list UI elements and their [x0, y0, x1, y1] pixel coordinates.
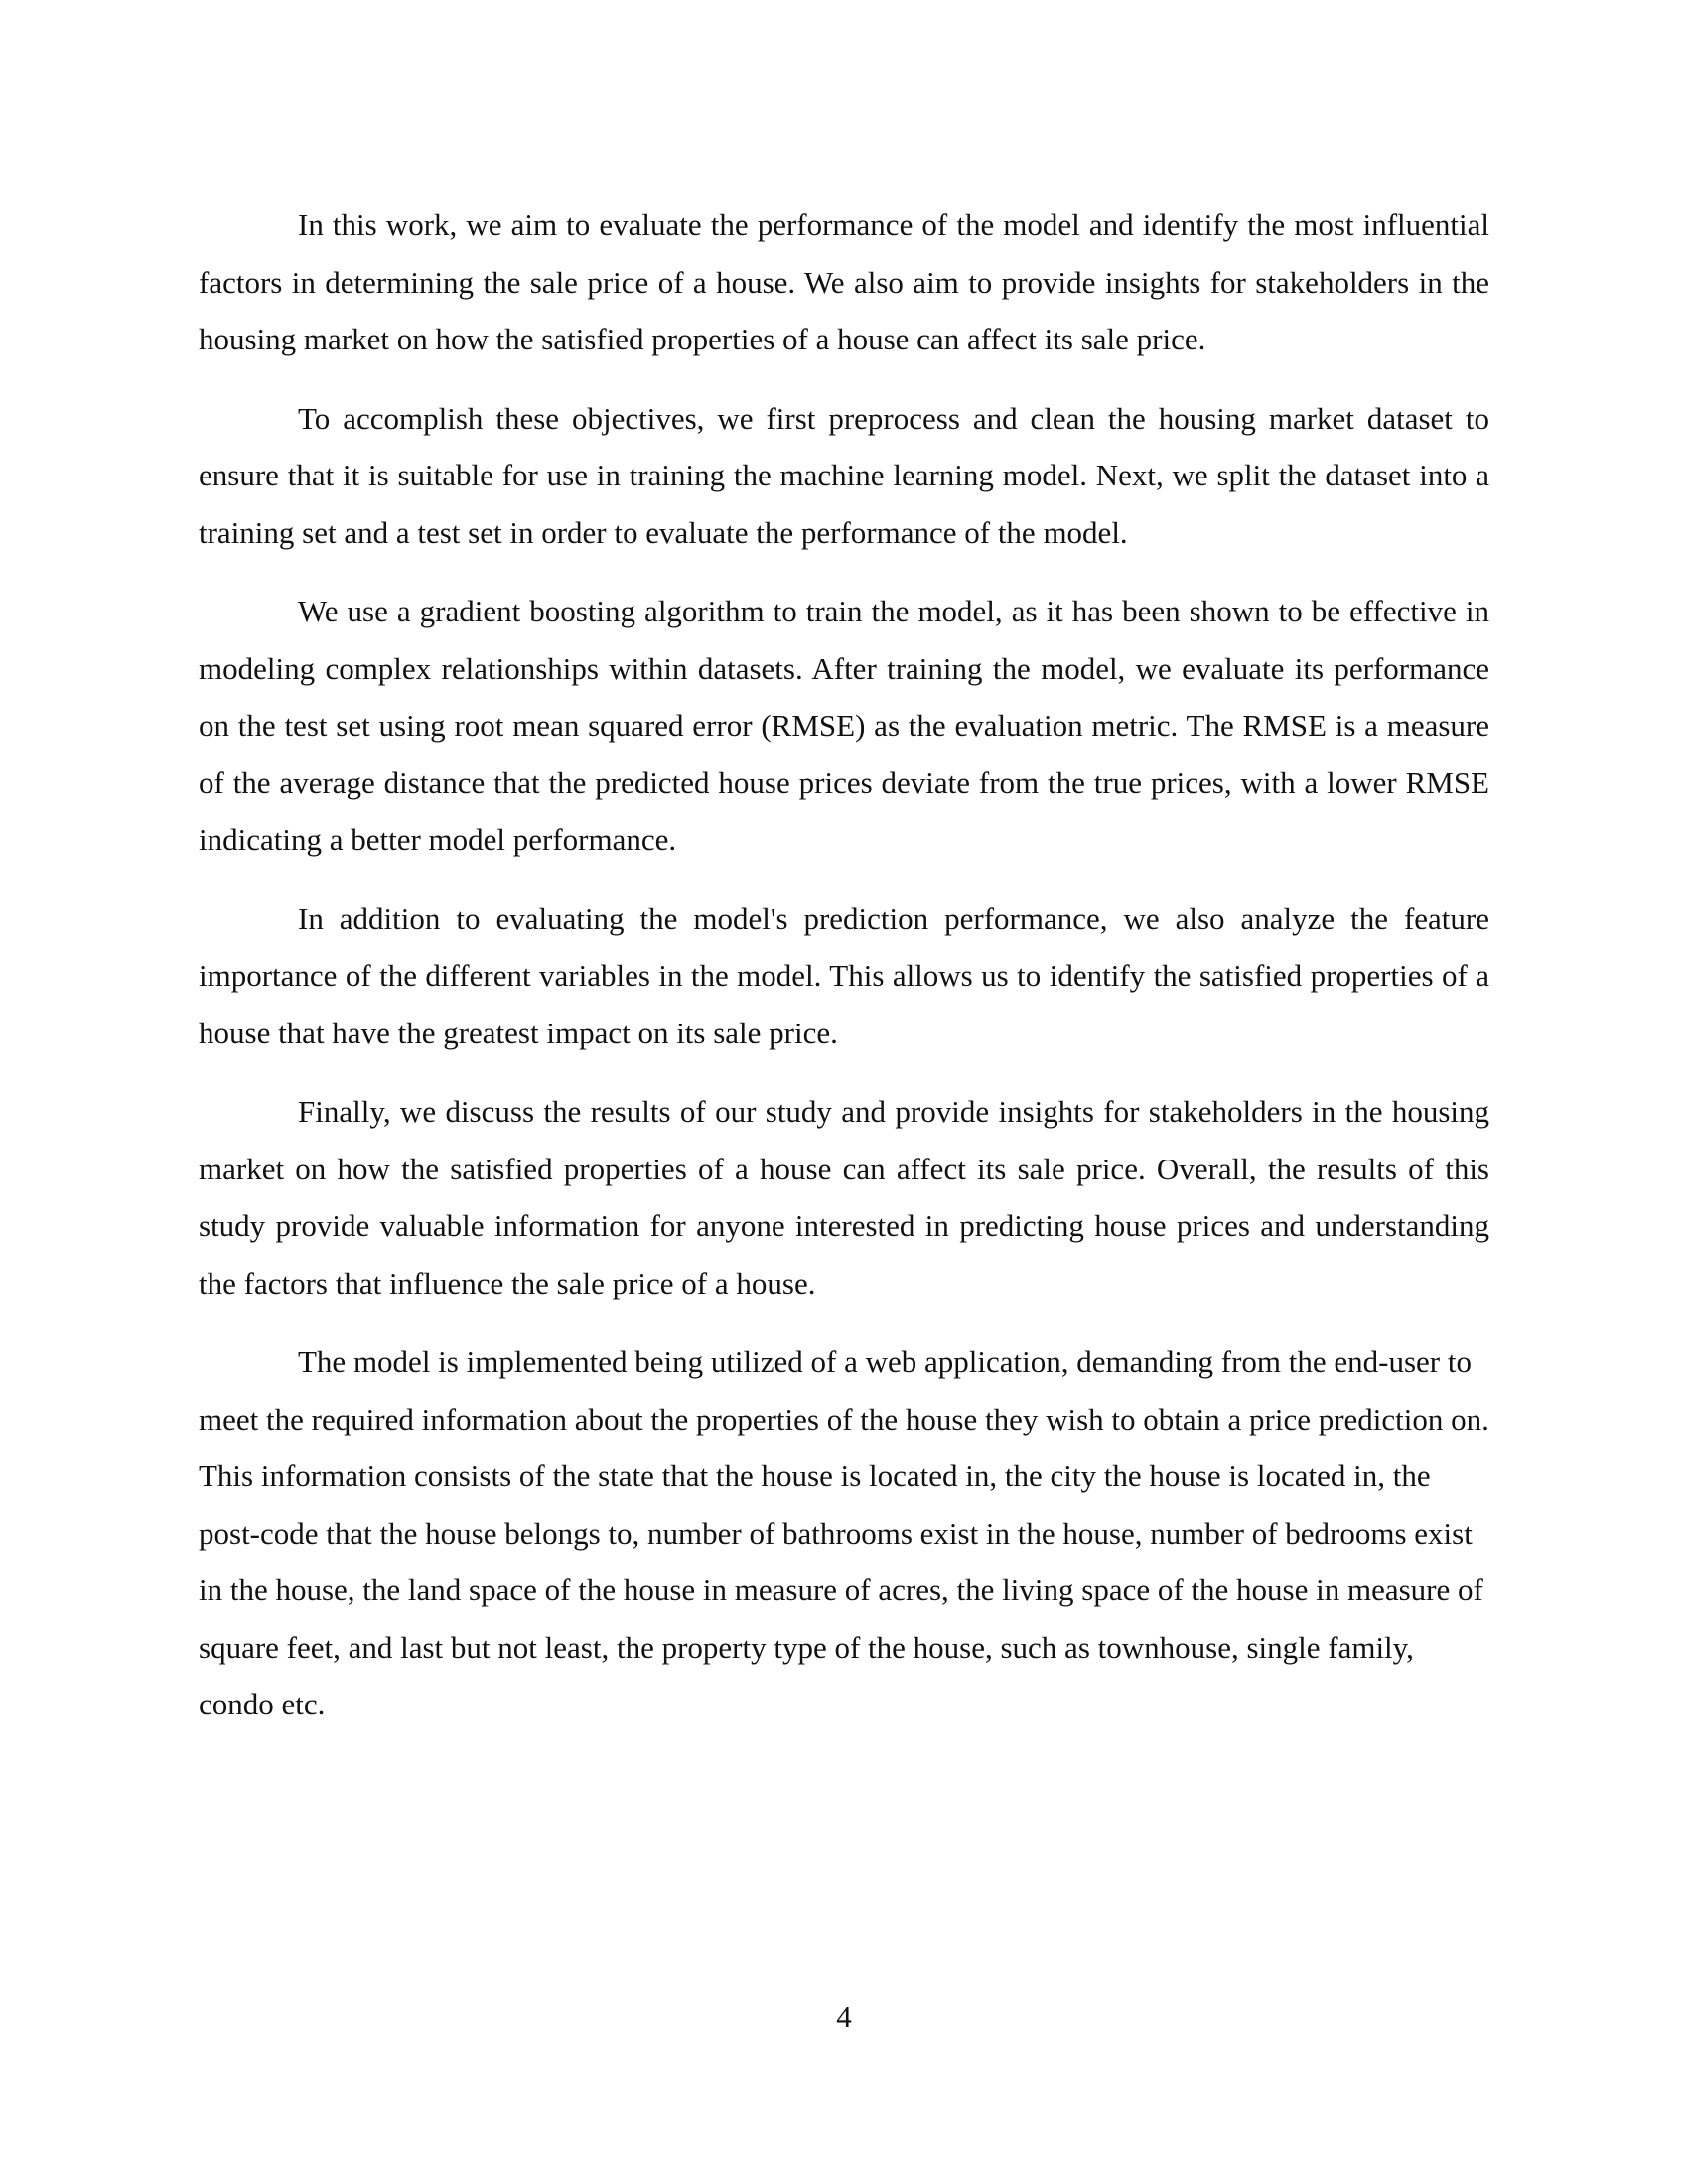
paragraph-1: In this work, we aim to evaluate the performance of the model and identify the most influential factors in determining the sale price of a house. We also aim to provide insights for stakeholders in the housing market on how the satisfied properties of a house can affect its sale price.	[199, 207, 1489, 356]
page-number: 4	[836, 1999, 852, 2034]
paragraph-6: The model is implemented being utilized of a web application, demanding from the end-user to meet the required information about the properties of the house they wish to obtain a price prediction on. This information consists of the state that the house is located in, the city the house is located in, the post-code that the house belongs to, number of bathrooms exist in the house, number of bedrooms exist in the house, the land space of the house in measure of acres, the living space of the house in measure of square feet, and last but not least, the property type of the house, such as townhouse, single family, condo etc.	[199, 1344, 1489, 1721]
paragraph-2: To accomplish these objectives, we first preprocess and clean the housing market dataset to ensure that it is suitable for use in training the machine learning model. Next, we split the dataset into a training set and a test set in order to evaluate the performance of the model.	[199, 400, 1489, 550]
paragraph-3: We use a gradient boosting algorithm to train the model, as it has been shown to be effective in modeling complex relationships within datasets. After training the model, we evaluate its performance on the test set using root mean squared error (RMSE) as the evaluation metric. The RMSE is a measure of the average distance that the predicted house prices deviate from the true prices, with a lower RMSE indicating a better model performance.	[199, 594, 1489, 857]
paragraph-5: Finally, we discuss the results of our study and provide insights for stakeholders in the housing market on how the satisfied properties of a house can affect its sale price. Overall, the results of this study provide valuable information for anyone interested in predicting house prices and understanding the factors that influence the sale price of a house.	[199, 1094, 1489, 1300]
paragraph-4: In addition to evaluating the model's prediction performance, we also analyze the feature importance of the different variables in the model. This allows us to identify the satisfied properties of a house that have the greatest impact on its sale price.	[199, 900, 1489, 1050]
body-text	[199, 197, 1489, 1755]
